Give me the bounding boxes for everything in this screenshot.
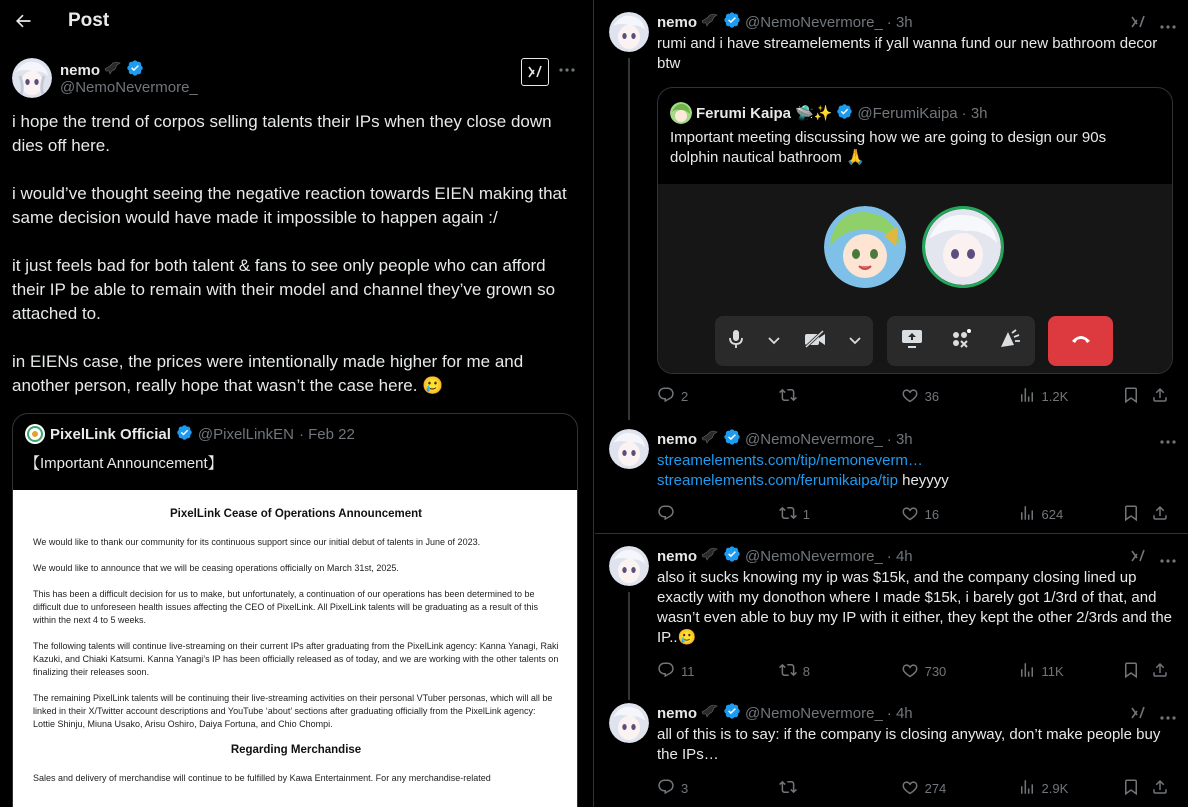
- like-icon: [901, 661, 919, 682]
- quoted-author-handle[interactable]: @FerumiKaipa: [857, 104, 958, 122]
- avatar[interactable]: [609, 703, 649, 743]
- crow-icon: [701, 703, 719, 723]
- thread-connector: [628, 58, 630, 420]
- views-button[interactable]: [1018, 386, 1122, 407]
- author-name[interactable]: nemo: [60, 62, 101, 79]
- reply-count: 2: [681, 388, 689, 404]
- bookmark-icon: [1122, 661, 1140, 682]
- post-time[interactable]: · 4h: [886, 547, 913, 565]
- quoted-post-card[interactable]: [657, 87, 1173, 374]
- mic-icon[interactable]: [727, 329, 745, 354]
- share-button[interactable]: [1151, 778, 1169, 799]
- thread-connector: [628, 592, 630, 700]
- repost-icon: [779, 778, 797, 799]
- like-icon: [901, 386, 919, 407]
- chevron-down-icon[interactable]: [849, 332, 861, 350]
- announcement-image[interactable]: [13, 490, 578, 807]
- quoted-post-header: [670, 102, 988, 124]
- views-icon: [1018, 778, 1036, 799]
- tip-link[interactable]: streamelements.com/tip/nemoneverm…: [657, 452, 923, 469]
- chevron-down-icon[interactable]: [768, 332, 780, 350]
- author-handle[interactable]: @NemoNevermore_: [745, 13, 883, 31]
- doc-paragraph: The remaining PixelLink talents will be continuing their live-streaming activities on their personal VTuber personas, which will all be linked in their X/Twitter account descriptions and YouTube ‘about’ sections after graduating officially from the PixelLink agency: Lottie Shinju, Miuna Usako, Arisu Oshiro, Daiya Fortuna, and Chio Chompi.: [33, 693, 553, 729]
- participant-avatar: [922, 206, 1004, 288]
- post-time[interactable]: · 3h: [886, 430, 913, 448]
- views-count: 11K: [1041, 663, 1064, 679]
- like-icon: [901, 778, 919, 799]
- like-button[interactable]: [901, 778, 1018, 799]
- thread-post[interactable]: [595, 0, 1188, 534]
- hangup-icon: [1070, 332, 1092, 350]
- post-author: [0, 58, 593, 106]
- doc-paragraph: This has been a difficult decision for us to make, but unfortunately, a continuation of our operations has been determined to be difficult due to unforeseen health issues affecting the CEO of PixelLink. All PixelLink talents will be graduating as a result of this within the next 4 to 5 weeks.: [33, 589, 538, 625]
- post-actions: [657, 661, 1169, 681]
- views-icon: [1018, 386, 1036, 407]
- post-header: [657, 546, 913, 566]
- author-handle[interactable]: @NemoNevermore_: [60, 79, 198, 96]
- quoted-post-header: [13, 414, 577, 443]
- avatar[interactable]: [670, 102, 692, 124]
- post-actions: [657, 386, 1169, 406]
- quoted-author-name[interactable]: Ferumi Kaipa: [696, 104, 792, 122]
- activities-icon[interactable]: [950, 329, 972, 354]
- more-icon[interactable]: [1160, 550, 1176, 568]
- top-bar: [0, 0, 593, 42]
- doc-paragraph: We would like to announce that we will be ceasing operations officially on March 31st, 2025.: [33, 563, 399, 573]
- post-paragraph: i would’ve thought seeing the negative reaction towards EIEN making that same decision would have made it impossible to happen again :/: [12, 184, 567, 227]
- crow-icon: [701, 12, 719, 32]
- post-paragraph: it just feels bad for both talent & fans to see only people who can afford their IP be able to remain with their model and channel they’ve grown so attached to.: [12, 256, 556, 323]
- repost-button[interactable]: [779, 386, 901, 407]
- repost-icon: [779, 661, 797, 682]
- quoted-author-name[interactable]: PixelLink Official: [50, 425, 171, 443]
- views-count: 1.2K: [1041, 388, 1069, 404]
- quoted-post-date[interactable]: · Feb 22: [298, 425, 355, 443]
- thread-column: [595, 0, 1188, 807]
- thread-post[interactable]: [595, 534, 1188, 700]
- post-text: all of this is to say: if the company is closing anyway, don’t make people buy the IPs…: [657, 726, 1161, 763]
- share-button[interactable]: [1151, 386, 1169, 407]
- crow-icon: [104, 60, 122, 81]
- repost-count: 1: [802, 506, 811, 522]
- views-button[interactable]: [1018, 661, 1122, 682]
- share-button[interactable]: [1151, 661, 1169, 682]
- repost-button[interactable]: [779, 778, 901, 799]
- bookmark-button[interactable]: [1122, 386, 1151, 407]
- views-count: 2.9K: [1041, 780, 1069, 796]
- author-handle[interactable]: @NemoNevermore_: [745, 704, 883, 722]
- verified-icon: [723, 545, 741, 567]
- more-icon[interactable]: [1160, 16, 1176, 34]
- like-count: 730: [924, 663, 947, 679]
- thread-post[interactable]: [595, 691, 1188, 807]
- repost-button[interactable]: [779, 661, 901, 682]
- author-name[interactable]: nemo: [657, 547, 698, 565]
- share-icon: [1151, 778, 1169, 799]
- post-header: [657, 703, 913, 723]
- doc-paragraph: The following talents will continue live-streaming on their current IPs after graduating from the PixelLink agency: Kanna Yanagi, Raki Kazuki, and Chiaki Katsumi. Kanna Yanagi’s IP has been officially released as of today, and we are working with the other talents on finalizing their releases soon.: [33, 641, 559, 677]
- repost-icon: [779, 386, 797, 407]
- camera-off-icon[interactable]: [804, 330, 826, 353]
- post-header-actions: [1130, 548, 1176, 569]
- quoted-post-text: Important meeting discussing how we are going to design our 90s dolphin nautical bathroom 🙏: [670, 129, 1107, 166]
- bookmark-icon: [1122, 386, 1140, 407]
- like-count: 36: [924, 388, 940, 404]
- crow-icon: [701, 546, 719, 566]
- author-name[interactable]: nemo: [657, 13, 698, 31]
- author-name[interactable]: nemo: [657, 704, 698, 722]
- verified-icon: [836, 103, 853, 124]
- like-button[interactable]: [901, 661, 1018, 682]
- hangup-button[interactable]: [1048, 316, 1113, 366]
- grok-icon[interactable]: [1130, 14, 1146, 35]
- reply-icon: [657, 386, 675, 407]
- views-count: 624: [1041, 506, 1064, 522]
- doc-paragraph: We would like to thank our community for its continuous support since our initial debut of talents in June of 2023.: [33, 537, 481, 547]
- bookmark-button[interactable]: [1122, 661, 1151, 682]
- share-icon: [1151, 661, 1169, 682]
- avatar[interactable]: [12, 58, 52, 98]
- like-count: 16: [924, 506, 940, 522]
- page-title: Post: [68, 10, 110, 31]
- screen-share-icon[interactable]: [901, 329, 923, 354]
- reply-button[interactable]: [657, 386, 779, 407]
- post-text-tail: heyyyy: [897, 472, 949, 489]
- post-text: rumi and i have streamelements if yall wanna fund our new bathroom decor btw: [657, 35, 1158, 72]
- audio-video-controls: [715, 316, 873, 366]
- tip-link[interactable]: streamelements.com/ferumikaipa/tip: [657, 472, 898, 489]
- quoted-author-handle[interactable]: @PixelLinkEN: [197, 425, 294, 443]
- pixellink-logo-icon: [25, 424, 45, 444]
- post-text: also it sucks knowing my ip was $15k, and the company closing lined up exactly with my donothon where I made $15k, i barely got 1/3rd of that, and wasn’t even able to buy my IP with it either, they kept the other 2/3rds and the IP..🥲: [657, 569, 1173, 646]
- repost-count: 8: [802, 663, 811, 679]
- author-handle[interactable]: @NemoNevermore_: [745, 430, 883, 448]
- more-icon[interactable]: [1160, 707, 1176, 725]
- like-button[interactable]: [901, 386, 1018, 407]
- post-header-actions: [1130, 705, 1176, 726]
- bookmark-icon: [1122, 778, 1140, 799]
- grok-icon[interactable]: [1130, 705, 1146, 726]
- reply-button[interactable]: [657, 778, 779, 799]
- grok-icon[interactable]: [1130, 548, 1146, 569]
- post-actions: [657, 778, 1169, 798]
- avatar[interactable]: [609, 546, 649, 586]
- post-text: [0, 106, 590, 398]
- soundboard-icon[interactable]: [999, 329, 1021, 354]
- post-paragraph: i hope the trend of corpos selling talents their IPs when they close down dies off here.: [12, 112, 552, 155]
- post-paragraph: in EIENs case, the prices were intentionally made higher for me and another person, really hope that wasn’t the case here. 🥲: [12, 352, 524, 395]
- verified-icon: [723, 702, 741, 724]
- reply-icon: [657, 661, 675, 682]
- author-handle[interactable]: @NemoNevermore_: [745, 547, 883, 565]
- doc-subtitle: Regarding Merchandise: [230, 744, 362, 756]
- quoted-post-time[interactable]: · 3h: [961, 104, 988, 122]
- like-count: 274: [924, 780, 947, 796]
- doc-title: PixelLink Cease of Operations Announcement: [170, 508, 422, 520]
- post-time[interactable]: · 3h: [886, 13, 913, 31]
- call-screenshot[interactable]: [658, 184, 1173, 374]
- share-icon: [1151, 386, 1169, 407]
- quoted-post-text: 【Important Announcement】: [25, 455, 223, 472]
- ufo-sparkle-emoji: 🛸✨: [795, 105, 833, 122]
- author-name[interactable]: nemo: [657, 430, 698, 448]
- avatar[interactable]: [609, 12, 649, 52]
- views-button[interactable]: [1018, 778, 1122, 799]
- doc-paragraph: Sales and delivery of merchandise will continue to be fulfilled by Kawa Entertainment. For any merchandise-related: [33, 773, 491, 783]
- post-header: [657, 12, 913, 32]
- verified-icon: [723, 11, 741, 33]
- reply-button[interactable]: [657, 661, 779, 682]
- bookmark-button[interactable]: [1122, 778, 1151, 799]
- post-header-actions: [1130, 14, 1176, 35]
- call-tools: [887, 316, 1035, 366]
- back-arrow-icon[interactable]: [0, 0, 44, 42]
- quoted-post-card[interactable]: [12, 413, 578, 807]
- post-time[interactable]: · 4h: [886, 704, 913, 722]
- reply-count: 3: [681, 780, 689, 796]
- participant-avatar: [824, 206, 906, 288]
- reply-count: 11: [681, 663, 695, 679]
- views-icon: [1018, 661, 1036, 682]
- verified-icon: [176, 424, 193, 445]
- grok-icon[interactable]: [521, 58, 549, 86]
- more-icon[interactable]: [557, 60, 577, 80]
- reply-icon: [657, 778, 675, 799]
